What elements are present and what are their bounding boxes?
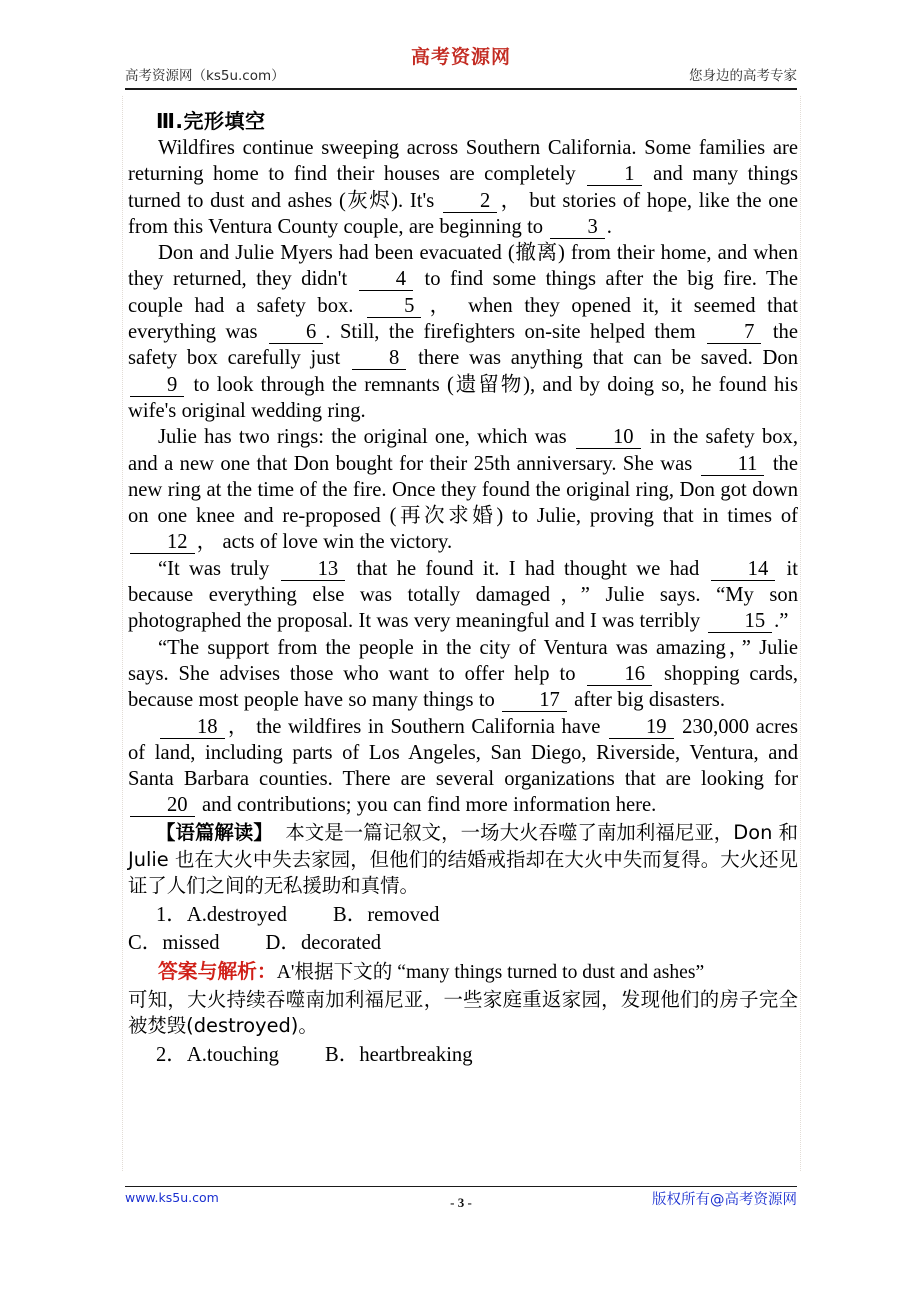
- text-segment: and contributions; you can find more information here.: [196, 794, 657, 817]
- passage-paragraph-6: [128, 714, 798, 819]
- cloze-blank-12: 12: [130, 532, 195, 554]
- answer-label: 答案与解析：: [158, 959, 277, 983]
- question-2-number: 2．: [156, 1044, 187, 1067]
- analysis-text: 本文是一篇记叙文，一场大火吞噬了南加利福尼亚，Don 和 Julie 也在大火中失去家园，但他们的结婚戒指却在大火中失而复得。大火还见证了人们之间的无私援助和真情。: [128, 820, 799, 898]
- document-body: [128, 108, 798, 1068]
- text-segment: Julie has two rings: the original one, which was: [158, 426, 574, 449]
- page-number: - 3 -: [450, 1195, 472, 1210]
- cloze-blank-1: 1: [587, 164, 641, 186]
- cloze-blank-9: 9: [130, 375, 184, 397]
- footer-copyright: 版权所有@高考资源网: [652, 1192, 797, 1208]
- passage-paragraph-2: [128, 240, 798, 424]
- section-title: Ⅲ.完形填空: [156, 109, 266, 133]
- header-slogan: 您身边的高考专家: [689, 68, 797, 84]
- site-logo: 高考资源网: [410, 46, 512, 68]
- text-segment: ， the wildfires in Southern California have: [226, 715, 607, 738]
- text-segment: ， but stories of hope, like the one from this Ventura County couple, are beginning to: [128, 189, 798, 238]
- question-1-answer-continued: 可知，大火持续吞噬南加利福尼亚，一些家庭重返家园，发现他们的房子完全被焚毁(destroyed)。: [128, 987, 798, 1038]
- cloze-blank-16: 16: [587, 664, 652, 686]
- text-segment: and many things turned to dust and ashes (灰烬). It's: [128, 163, 798, 212]
- question-1-options-row-2: [128, 930, 798, 956]
- text-segment: “The support from the people in the city of Ventura was amazing，” Julie says. She advises those who want to offer help to: [128, 636, 798, 685]
- text-segment: it because everything else was totally damaged，” Julie says. “My son photographed the proposal. It was very meaningful and I was terribly: [128, 557, 798, 633]
- question-1-number: 1．: [156, 904, 187, 927]
- cloze-blank-10: 10: [576, 427, 641, 449]
- scan-edge-left: [122, 96, 123, 1171]
- passage-paragraph-4: [128, 556, 798, 635]
- footer-url[interactable]: www.ks5u.com: [125, 1190, 219, 1205]
- text-segment: after big disasters.: [568, 689, 725, 712]
- text-segment: there was anything that can be saved. Don: [408, 347, 798, 370]
- cloze-blank-7: 7: [707, 322, 761, 344]
- text-segment: ， acts of love win the victory.: [196, 531, 453, 554]
- text-segment: .: [606, 215, 612, 238]
- page-footer: [125, 1190, 797, 1214]
- question-1-answer: [128, 959, 798, 987]
- question-1-option-c[interactable]: C．missed: [128, 932, 220, 955]
- text-segment: Don and Julie Myers had been evacuated (撤离) from their home, and when they returned, they didn't: [128, 242, 798, 291]
- text-segment: “It was truly: [158, 557, 279, 580]
- header-divider: [125, 88, 797, 90]
- question-2-option-a[interactable]: A.touching: [186, 1044, 279, 1067]
- text-segment: the new ring at the time of the fire. Once they found the original ring, Don got down on one knee and re-proposed (再次求婚) to Julie, proving that in times of: [128, 452, 798, 528]
- text-segment: .”: [774, 610, 789, 633]
- passage-paragraph-3: [128, 424, 798, 555]
- text-segment: 230,000 acres of land, including parts of Los Angeles, San Diego, Riverside, Ventura, and Santa Barbara counties. There are several organizations that are looking for: [128, 715, 798, 791]
- cloze-blank-19: 19: [609, 717, 674, 739]
- text-segment: to find some things after the big fire. The couple had a safety box.: [128, 268, 798, 317]
- text-segment: the safety box carefully just: [128, 321, 798, 370]
- cloze-blank-18: 18: [160, 717, 225, 739]
- answer-head-text: A'根据下文的 “many things turned to dust and ashes”: [276, 961, 705, 983]
- scan-edge-right: [800, 96, 801, 1171]
- cloze-blank-8: 8: [352, 348, 406, 370]
- cloze-blank-11: 11: [701, 454, 765, 476]
- text-segment: . Still, the firefighters on-site helped them: [325, 321, 706, 344]
- cloze-blank-15: 15: [708, 611, 773, 633]
- passage-paragraph-1: [128, 135, 798, 240]
- question-1-option-b[interactable]: B．removed: [332, 904, 440, 927]
- question-2-option-b[interactable]: B．heartbreaking: [324, 1044, 473, 1067]
- text-segment: Wildfires continue sweeping across Southern California. Some families are returning home to find their houses are completely: [128, 137, 798, 186]
- cloze-blank-3: 3: [550, 217, 604, 239]
- text-segment: to look through the remnants (遗留物), and by doing so, he found his wife's original wedding ring.: [128, 373, 798, 422]
- question-1-options-row-1: [128, 902, 798, 928]
- cloze-blank-13: 13: [281, 559, 346, 581]
- text-segment: ， when they opened it, it seemed that everything was: [128, 294, 798, 344]
- question-1-option-d[interactable]: D．decorated: [265, 932, 382, 955]
- analysis-label: 【语篇解读】: [156, 820, 273, 844]
- cloze-blank-14: 14: [711, 559, 776, 581]
- cloze-blank-17: 17: [502, 690, 567, 712]
- text-segment: that he found it. I had thought we had: [347, 557, 709, 580]
- text-segment: in the safety box, and a new one that Don bought for their 25th anniversary. She was: [128, 426, 798, 475]
- page-header: [125, 44, 797, 90]
- passage-analysis: [128, 820, 798, 900]
- cloze-blank-20: 20: [130, 795, 195, 817]
- passage-paragraph-5: [128, 635, 798, 714]
- cloze-blank-6: 6: [269, 322, 323, 344]
- cloze-blank-5: 5: [367, 296, 421, 318]
- cloze-blank-4: 4: [359, 269, 413, 291]
- cloze-blank-2: 2: [443, 191, 497, 213]
- question-1-option-a[interactable]: A.destroyed: [186, 904, 287, 927]
- header-site-name: 高考资源网（ks5u.com）: [125, 68, 285, 84]
- question-2-options-row-1: [128, 1042, 798, 1068]
- footer-divider: [125, 1186, 797, 1187]
- text-segment: shopping cards, because most people have so many things to: [128, 662, 799, 712]
